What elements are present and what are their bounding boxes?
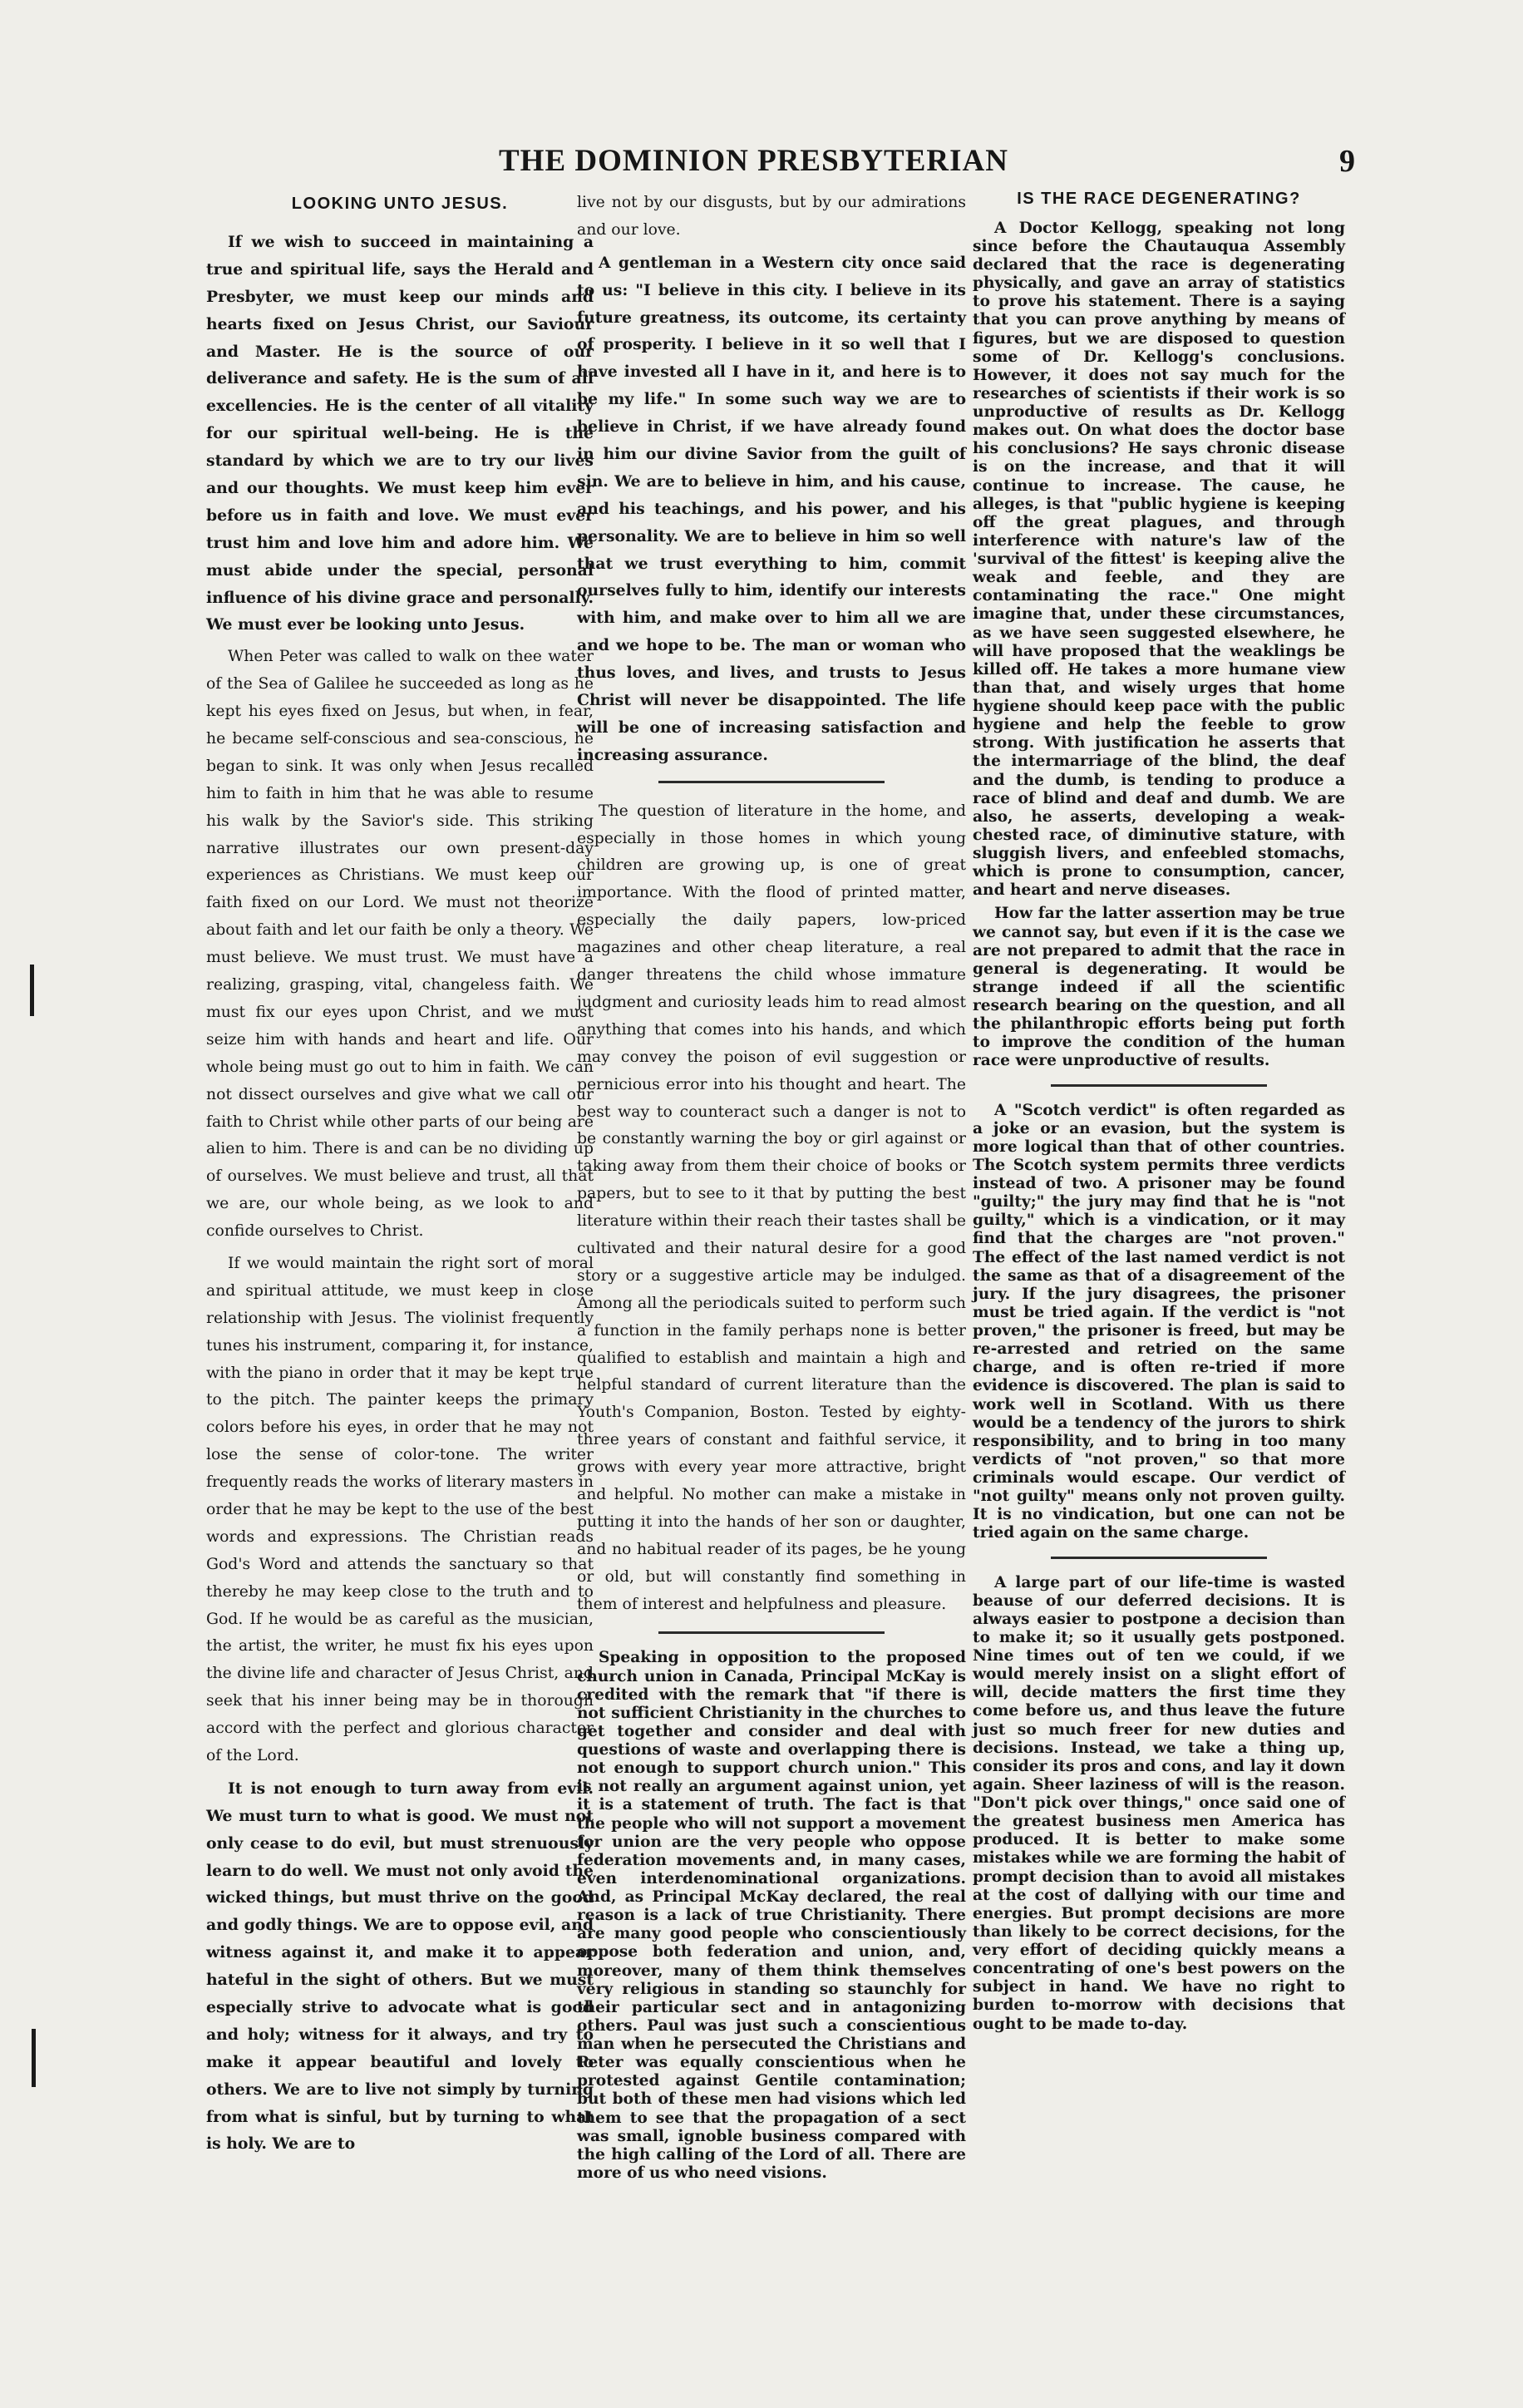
article-paragraph: If we wish to succeed in maintaining a true and spiritual life, says the Herald and Presbyter, we must keep our minds and hearts fixed on Jesus Christ, our Saviour and Master. He is the source of our deliverance and safety. He is the sum of all excellencies. He is the center of all vitality for our spiritual well-being. He is the standard by which we are to try our lives and our thoughts. We must keep him ever before us in faith and love. We must ever trust him and love him and adore him. We must abide under the special, personal influence of his divine grace and personally. We must ever be looking unto Jesus. — [206, 233, 594, 634]
article-paragraph-decisions: A large part of our life-time is wasted beause of our deferred decisions. It is always easier to postpone a decision than to make it; so it usually gets postponed. Nine times out of ten we could, if we would merely insist on a slight effort of will, decide matters the first time they come before us, and thus leave the future just so much freer for new duties and decisions. Instead, we take a thing up, consider its pros and cons, and lay it down again. Sheer laziness of will is the reason. "Don't pick over things," once said one of the greatest business men America has produced. It is better to make some mistakes while we are forming the habit of prompt decision than to avoid all mistakes at the cost of dallying with our time and energies. But prompt decisions are more than likely to be correct decisions, for the very effort of deciding quickly means a concentrating of one's best powers on the subject in hand. We have no right to burden to-morrow with decisions that ought to be made to-day. — [973, 1573, 1345, 2033]
article-title-race-degenerating: IS THE RACE DEGENERATING? — [1017, 190, 1301, 208]
section-divider — [658, 781, 884, 783]
section-divider — [1051, 1084, 1267, 1087]
article-paragraph-church-union: Speaking in opposition to the proposed church union in Canada, Principal McKay is credited with the remark that "if there is not sufficient Christianity in the churches to get together and consider and deal with questions of waste and overlapping there is not enough to support church union." This is not really an argument against union, yet it is a statement of truth. The fact is that the people who will not support a movement for union are the very people who oppose federation movements and, in many cases, even interdenominational organizations. And, as Principal McKay declared, the real reason is a lack of true Christianity. There are many good people who conscientiously oppose both federation and union, and, moreover, many of them think themselves very religious in standing so staunchly for their particular sect and in antagonizing others. Paul was just such a conscientious man when he persecuted the Christians and Peter was equally conscientious when he protested against Gentile contamination; but both of these men had visions which led them to see that the propagation of a sect was small, ignoble business compared with the high calling of the Lord of all. There are more of us who need visions. — [577, 1649, 966, 2182]
margin-mark-lower — [32, 2029, 36, 2087]
section-divider — [658, 1631, 884, 1634]
article-paragraph: It is not enough to turn away from evil. We must turn to what is good. We must not only cease to do evil, but must strenuously learn to do well. We must not only avoid the wicked things, but must thrive on the good and godly things. We are to oppose evil, and witness against it, and make it to appear hateful in the sight of others. But we must especially strive to advocate what is good and holy; witness for it always, and try to make it appear beautiful and lovely to others. We are to live not simply by turning from what is sinful, but by turning to what is holy. We are to — [206, 1779, 594, 2154]
page-header — [191, 143, 1355, 186]
article-paragraph: A Doctor Kellogg, speaking not long since before the Chautauqua Assembly declared that the race is degenerating physically, and gave an array of statistics to prove his statement. There is a saying that you can prove anything by means of figures, but we are disposed to question some of Dr. Kellogg's conclusions. However, it does not say much for the researches of scientists if their work is so unproductive of results as Dr. Kellogg makes out. On what does the doctor base his conclusions? He says chronic disease is on the increase, and that it will continue to increase. The cause, he alleges, is that "public hygiene is keeping off the great plagues, and through interference with nature's law of the 'survival of the fittest' is keeping alive the weak and feeble, and they are contaminating the race." One might imagine that, under these circumstances, as we have seen suggested elsewhere, he will have proposed that the weaklings be killed off. He takes a more humane view than that, and wisely urges that home hygiene should keep pace with the public hygiene and help the feeble to grow strong. With justification he asserts that the intermarriage of the blind, the deaf and the dumb, is tending to produce a race of blind and deaf and dumb. We are also, he asserts, developing a weak-chested race, of diminutive stature, with sluggish livers, and enfeebled stomachs, which is prone to consumption, cancer, and heart and nerve diseases. — [973, 219, 1345, 900]
article-paragraph-scotch-verdict: A "Scotch verdict" is often regarded as a joke or an evasion, but the system is more logical than that of other countries. The Scotch system permits three verdicts instead of two. A prisoner may be found "guilty;" the jury may find that he is "not guilty," which is a vindication, or it may find that the charges are "not proven." The effect of the last named verdict is not the same as that of a disagreement of the jury. If the jury disagrees, the prisoner must be tried again. If the verdict is "not proven," the prisoner is freed, but may be re-arrested and retried on the same charge, and is often re-tried if more evidence is discovered. The plan is said to work well in Scotland. With us there would be a tendency of the jurors to shirk responsibility, and to bring in too many verdicts of "not proven," so that more criminals would escape. Our verdict of "not guilty" means only not proven guilty. It is no vindication, but one can not be tried again on the same charge. — [973, 1101, 1345, 1542]
article-paragraph-literature: The question of literature in the home, and especially in those homes in which young children are growing up, is one of great importance. With the flood of printed matter, especially the daily papers, low-priced magazines and other cheap literature, a real danger threatens the child whose immature judgment and curiosity leads him to read almost anything that comes into his hands, and which may convey the poison of evil suggestion or pernicious error into his thought and heart. The best way to counteract such a danger is not to be constantly warning the boy or girl against or taking away from them their choice of books or papers, but to see to it that by putting the best literature within their reach their tastes shall be cultivated and their natural desire for a good story or a suggestive article may be indulged. Among all the periodicals suited to perform such a function in the family perhaps none is better qualified to establish and maintain a high and helpful standard of current literature than the Youth's Companion, Boston. Tested by eighty-three years of constant and faithful service, it grows with every year more attractive, bright and helpful. No mother can make a mistake in putting it into the hands of her son or daughter, and no habitual reader of its pages, be he young or old, but will constantly find something in them of interest and helpfulness and pleasure. — [577, 802, 966, 1613]
page-number: 9 — [1339, 144, 1355, 179]
article-paragraph: How far the latter assertion may be true we cannot say, but even if it is the case we are not prepared to admit that the race in general is degenerating. It would be strange indeed if all the scientific research bearing on the question, and all the philanthropic efforts being put forth to improve the condition of the human race were unproductive of results. — [973, 905, 1345, 1070]
margin-mark-upper — [30, 965, 34, 1016]
section-divider — [1051, 1557, 1267, 1559]
article-title-looking-unto-jesus: LOOKING UNTO JESUS. — [291, 195, 509, 213]
column-3 — [973, 190, 1345, 2034]
article-paragraph: When Peter was called to walk on thee water of the Sea of Galilee he succeeded as long as he kept his eyes fixed on Jesus, but when, in fear, he became self-conscious and sea-conscious, he began to sink. It was only when Jesus recalled him to faith in him that he was able to resume his walk by the Savior's side. This striking narrative illustrates our own present-day experiences as Christians. We must keep our faith fixed on our Lord. We must not theorize about faith and let our faith be only a theory. We must believe. We must trust. We must have a realizing, grasping, vital, changeless faith. We must fix our eyes upon Christ, and we must seize him with hands and heart and life. Our whole being must go out to him in faith. We can not dissect ourselves and give what we call our faith to Christ while other parts of our being are alien to him. There is and can be no dividing up of ourselves. We must believe and trust, all that we are, our whole being, as we look to and confide ourselves to Christ. — [206, 648, 594, 1241]
article-paragraph: live not by our disgusts, but by our admirations and our love. — [577, 194, 966, 239]
article-paragraph: If we would maintain the right sort of moral and spiritual attitude, we must keep in close relationship with Jesus. The violinist frequently tunes his instrument, comparing it, for instance, with the piano in order that it may be kept true to the pitch. The painter keeps the primary colors before his eyes, in order that he may not lose the sense of color-tone. The writer frequently reads the works of literary masters in order that he may be kept to the use of the best words and expressions. The Christian reads God's Word and attends the sanctuary so that thereby he may keep close to the truth and to God. If he would be as careful as the musician, the artist, the writer, he must fix his eyes upon the divine life and character of Jesus Christ, and seek that his inner being may be in thorough accord with the perfect and glorious character of the Lord. — [206, 1254, 594, 1764]
column-1 — [206, 190, 594, 2158]
article-paragraph: A gentleman in a Western city once said to us: "I believe in this city. I believe in its future greatness, its outcome, its certainty of prosperity. I believe in it so well that I have invested all I have in it, and here is to be my life." In some such way we are to believe in Christ, if we have already found in him our divine Savior from the guilt of sin. We are to believe in him, and his cause, and his teachings, and his power, and his personality. We are to believe in him so well that we trust everything to him, commit ourselves fully to him, identify our interests with him, and make over to him all we are and we hope to be. The man or woman who thus loves, and lives, and trusts to Jesus Christ will never be disappointed. The life will be one of increasing satisfaction and increasing assurance. — [577, 253, 966, 764]
masthead: THE DOMINION PRESBYTERIAN — [499, 144, 1008, 178]
column-2 — [577, 190, 966, 2183]
